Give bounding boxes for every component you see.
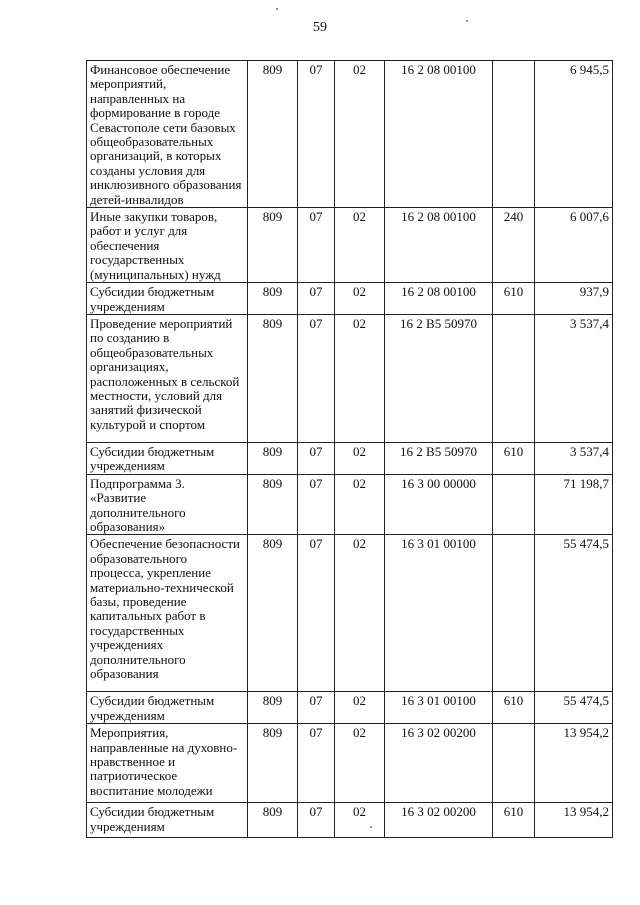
- row-name: Подпрограмма 3. «Развитие дополнительного образования»: [87, 474, 248, 535]
- row-pr: 02: [335, 692, 385, 724]
- table-row: [87, 535, 613, 692]
- row-pr: 02: [335, 283, 385, 315]
- row-ved: 809: [248, 61, 298, 208]
- row-pr: 02: [335, 535, 385, 692]
- scan-speck: [370, 826, 372, 828]
- scan-speck: [276, 8, 278, 10]
- row-ved: 809: [248, 692, 298, 724]
- row-name: Субсидии бюджетным учреждениям: [87, 803, 248, 838]
- row-csr: 16 3 00 00000: [385, 474, 493, 535]
- table-row: [87, 724, 613, 803]
- row-pr: 02: [335, 208, 385, 283]
- row-csr: 16 2 08 00100: [385, 283, 493, 315]
- row-vr: 240: [493, 208, 535, 283]
- row-csr: 16 3 01 00100: [385, 692, 493, 724]
- row-ved: 809: [248, 474, 298, 535]
- table-row: [87, 208, 613, 283]
- row-pr: 02: [335, 314, 385, 442]
- row-vr: [493, 474, 535, 535]
- row-rz: 07: [298, 724, 335, 803]
- row-ved: 809: [248, 208, 298, 283]
- row-vr: 610: [493, 442, 535, 474]
- row-rz: 07: [298, 208, 335, 283]
- row-ved: 809: [248, 442, 298, 474]
- row-sum: 55 474,5: [535, 692, 613, 724]
- row-rz: 07: [298, 283, 335, 315]
- row-ved: 809: [248, 283, 298, 315]
- budget-table: [86, 60, 613, 838]
- row-ved: 809: [248, 803, 298, 838]
- row-name: Мероприятия, направленные на духовно-нравственное и патриотическое воспитание молодежи: [87, 724, 248, 803]
- table-row: [87, 442, 613, 474]
- row-csr: 16 3 02 00200: [385, 724, 493, 803]
- row-rz: 07: [298, 692, 335, 724]
- row-vr: [493, 61, 535, 208]
- row-pr: 02: [335, 474, 385, 535]
- table-row: [87, 314, 613, 442]
- row-sum: 937,9: [535, 283, 613, 315]
- scan-speck: [466, 20, 468, 22]
- row-csr: 16 2 В5 50970: [385, 442, 493, 474]
- row-csr: 16 3 01 00100: [385, 535, 493, 692]
- row-sum: 3 537,4: [535, 314, 613, 442]
- row-csr: 16 2 08 00100: [385, 208, 493, 283]
- row-name: Финансовое обеспечение мероприятий, направленных на формирование в городе Севастополе сети базовых общеобразовательных организаций, в которых созданы условия для инклюзивного образования детей-инвалидов: [87, 61, 248, 208]
- page-number: 59: [313, 20, 327, 35]
- row-rz: 07: [298, 61, 335, 208]
- row-vr: 610: [493, 803, 535, 838]
- row-pr: 02: [335, 803, 385, 838]
- row-ved: 809: [248, 724, 298, 803]
- row-name: Субсидии бюджетным учреждениям: [87, 692, 248, 724]
- row-vr: [493, 724, 535, 803]
- row-name: Субсидии бюджетным учреждениям: [87, 283, 248, 315]
- row-sum: 13 954,2: [535, 724, 613, 803]
- row-rz: 07: [298, 535, 335, 692]
- row-vr: 610: [493, 283, 535, 315]
- table-row: [87, 803, 613, 838]
- row-rz: 07: [298, 314, 335, 442]
- row-rz: 07: [298, 442, 335, 474]
- table-row: [87, 283, 613, 315]
- row-name: Проведение мероприятий по созданию в общеобразовательных организациях, расположенных в сельской местности, условий для занятий физической культурой и спортом: [87, 314, 248, 442]
- table-row: [87, 474, 613, 535]
- row-rz: 07: [298, 803, 335, 838]
- row-pr: 02: [335, 724, 385, 803]
- row-sum: 6 007,6: [535, 208, 613, 283]
- row-sum: 3 537,4: [535, 442, 613, 474]
- row-csr: 16 2 В5 50970: [385, 314, 493, 442]
- table-row: [87, 61, 613, 208]
- row-sum: 55 474,5: [535, 535, 613, 692]
- row-vr: [493, 535, 535, 692]
- row-name: Субсидии бюджетным учреждениям: [87, 442, 248, 474]
- row-csr: 16 3 02 00200: [385, 803, 493, 838]
- row-pr: 02: [335, 61, 385, 208]
- row-pr: 02: [335, 442, 385, 474]
- row-vr: 610: [493, 692, 535, 724]
- row-vr: [493, 314, 535, 442]
- row-sum: 13 954,2: [535, 803, 613, 838]
- row-name: Обеспечение безопасности образовательного процесса, укрепление материально-технической базы, проведение капитальных работ в государственных учреждениях дополнительного образования: [87, 535, 248, 692]
- row-sum: 6 945,5: [535, 61, 613, 208]
- table-row: [87, 692, 613, 724]
- row-ved: 809: [248, 314, 298, 442]
- row-sum: 71 198,7: [535, 474, 613, 535]
- row-name: Иные закупки товаров, работ и услуг для обеспечения государственных (муниципальных) нужд: [87, 208, 248, 283]
- row-ved: 809: [248, 535, 298, 692]
- row-csr: 16 2 08 00100: [385, 61, 493, 208]
- row-rz: 07: [298, 474, 335, 535]
